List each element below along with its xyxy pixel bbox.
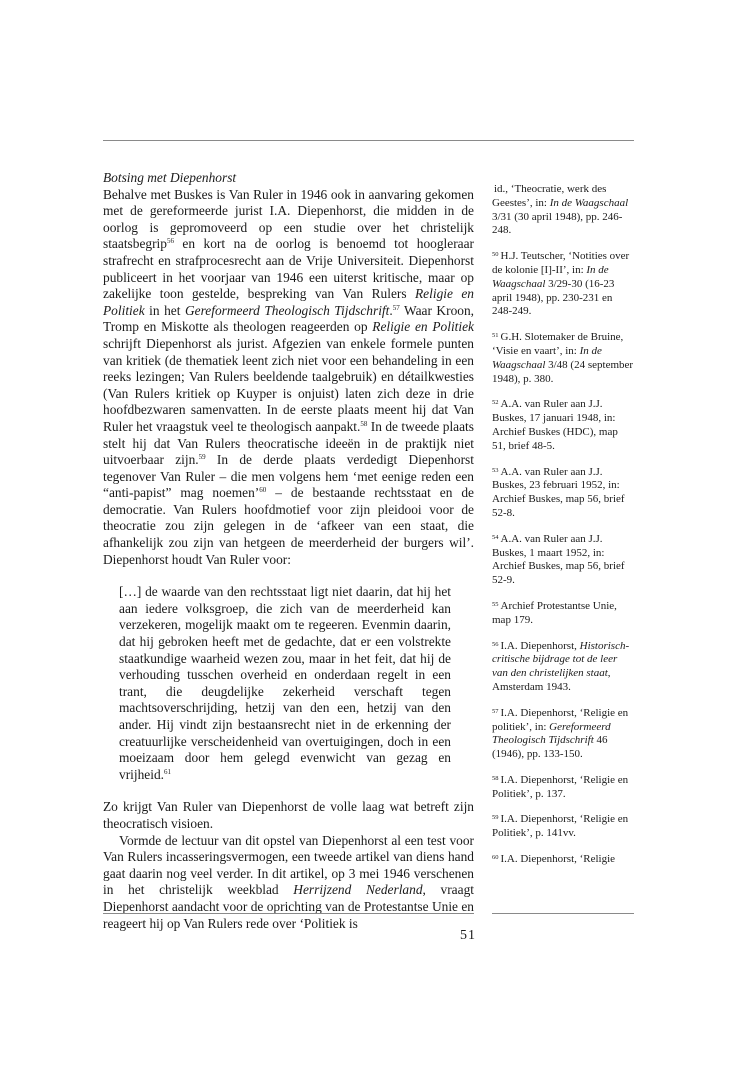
footnote-ref: 56 bbox=[166, 237, 174, 246]
footnote-ref: 61 bbox=[164, 767, 171, 776]
footnote: $^{59}$ I.A. Diepenhorst, ‘Religie en Politiek’, p. 141vv. bbox=[492, 813, 629, 840]
footnote: $^{50}$ H.J. Teutscher, ‘Notities over de kolonie [I]-II’, in: In de Waagschaal 3/29-30 (16-23 april 1948), pp. 230-231 en 248-249. bbox=[492, 250, 630, 318]
footnote-ref: 57 bbox=[392, 303, 400, 312]
footnote: $^{56}$ I.A. Diepenhorst, Historisch-critische bijdrage tot de leer van den christelijken staat, Amsterdam 1943. bbox=[492, 639, 630, 693]
footnote: $^{52}$ A.A. van Ruler aan J.J. Buskes, 17 januari 1948, in: Archief Buskes (HDC), map 51, brief 48-5. bbox=[492, 398, 618, 452]
section-heading: Botsing met Diepenhorst bbox=[103, 170, 237, 185]
footnote-ref: 59 bbox=[198, 453, 206, 462]
paragraph-1: Behalve met Buskes is Van Ruler in 1946 ook in aanvaring gekomen met de gereformeerde jurist I.A. Diepenhorst, die midden in de oorlog is gepromoveerd op een studie over het christelijk staatsbegrip$^{56}$ en kort na de oorlog is benoemd tot hoogleraar strafrecht en strafprocesrecht aan de Vrije Universiteit. Diepenhorst publiceert in het voorjaar van 1946 een uiterst kritische, maar op zakelijke toon gestelde, bespreking van Van Rulers Religie en Politiek in het Gereformeerd Theologisch Tijdschrift.$^{57}$ Waar Kroon, Tromp en Miskotte als theologen reageerden op Religie en Politiek schrijft Diepenhorst als jurist. Afgezien van enkele formele punten van kritiek (de thematiek leent zich niet voor een behandeling in een reeks lezingen; Van Rulers beeldende taalgebruik) en détailkwesties (Van Rulers kritiek op Kuyper is onjuist) laten zich deze in drie hoofdbezwaren samenvatten. In de eerste plaats meent hij dat Van Ruler het vraagstuk veel te theologisch aanpakt.$^{58}$ In de tweede plaats stelt hij dat Van Rulers theocratische ideeën in de praktijk niet uitvoerbaar zijn.$^{59}$ In de derde plaats verdedigt Diepenhorst tegenover Van Ruler – die men volgens hem ‘met eenige reden een “anti-papist” mag noemen’$^{60}$ – de bestaande rechtsstaat en de democratie. Van Rulers hoofdmotief voor zijn pleidooi voor de theocratie zou zijn gelegen in de ‘afkeer van een staat, die afhankelijk zou zijn van hetgeen de meerderheid der burgers wil’. Diepenhorst houdt Van Ruler voor: bbox=[103, 186, 475, 567]
block-quote: […] de waarde van den rechtsstaat ligt niet daarin, dat hij het aan iedere volksgroep, die zich van de meerderheid kan verzekeren, mogelijk maakt om te regeeren. Evenmin daarin, dat hij gebroken heeft met de gedachte, dat er een volstrekte staatkundige waarheid wezen zou, maar in het feit, dat hij de verhouding tusschen overheid en onderdaan regelt in een trant, die deugdelijke zekerheid verschaft tegen machtsoverschrijding, hetzij van den een, hetzij van den ander. Hij vindt zijn bestaansrecht niet in de erkenning der creatuurlijke verscheidenheid van overtuigingen, doch in een moeizaam door hem gelegd evenwicht van gezag en vrijheid.$^{61}$ bbox=[119, 584, 451, 782]
paragraph-2: Zo krijgt Van Ruler van Diepenhorst de volle laag wat betreft zijn theocratisch visioen. bbox=[103, 799, 474, 831]
footnote-ref: 58 bbox=[360, 419, 368, 428]
top-rule bbox=[103, 140, 634, 141]
footnote: $^{58}$ I.A. Diepenhorst, ‘Religie en Politiek’, p. 137. bbox=[492, 773, 629, 800]
footnote: $^{60}$ I.A. Diepenhorst, ‘Religie bbox=[492, 853, 616, 866]
footnote-ref: 60 bbox=[259, 486, 267, 495]
footnote: $^{55}$ Archief Protestantse Unie, map 179. bbox=[492, 599, 617, 626]
footnote: $^{57}$ I.A. Diepenhorst, ‘Religie en politiek’, in: Gereformeerd Theologisch Tijdschrift 46 (1946), pp. 133-150. bbox=[492, 706, 629, 761]
bottom-rule-notes bbox=[492, 913, 634, 914]
bottom-rule-main bbox=[103, 913, 474, 914]
page-number: 51 bbox=[460, 928, 476, 943]
footnote: $^{54}$ A.A. van Ruler aan J.J. Buskes, 1 maart 1952, in: Archief Buskes, map 56, brief 52-9. bbox=[492, 532, 625, 587]
footnote: $^{51}$ G.H. Slotemaker de Bruine, ‘Visie en vaart’, in: In de Waagschaal 3/48 (24 september 1948), p. 380. bbox=[492, 331, 634, 385]
footnote: $^{53}$ A.A. van Ruler aan J.J. Buskes, 23 februari 1952, in: Archief Buskes, map 56, brief 52-8. bbox=[492, 465, 625, 519]
paragraph-3: Vormde de lectuur van dit opstel van Diepenhorst al een test voor Van Rulers incasseringsvermogen, een tweede artikel van diens hand gaat daarin nog veel verder. In dit artikel, op 3 mei 1946 verschenen in het christelijk weekblad Herrijzend Nederland, vraagt Diepenhorst aandacht voor de oprichting van de Protestantse Unie en reageert hij op Van Rulers rede over ‘Politiek is bbox=[103, 832, 474, 931]
footnote: id., ‘Theocratie, werk des Geestes’, in: In de Waagschaal 3/31 (30 april 1948), pp. 246-248. bbox=[492, 183, 629, 237]
footnotes-column bbox=[492, 181, 634, 877]
main-column bbox=[103, 170, 474, 932]
